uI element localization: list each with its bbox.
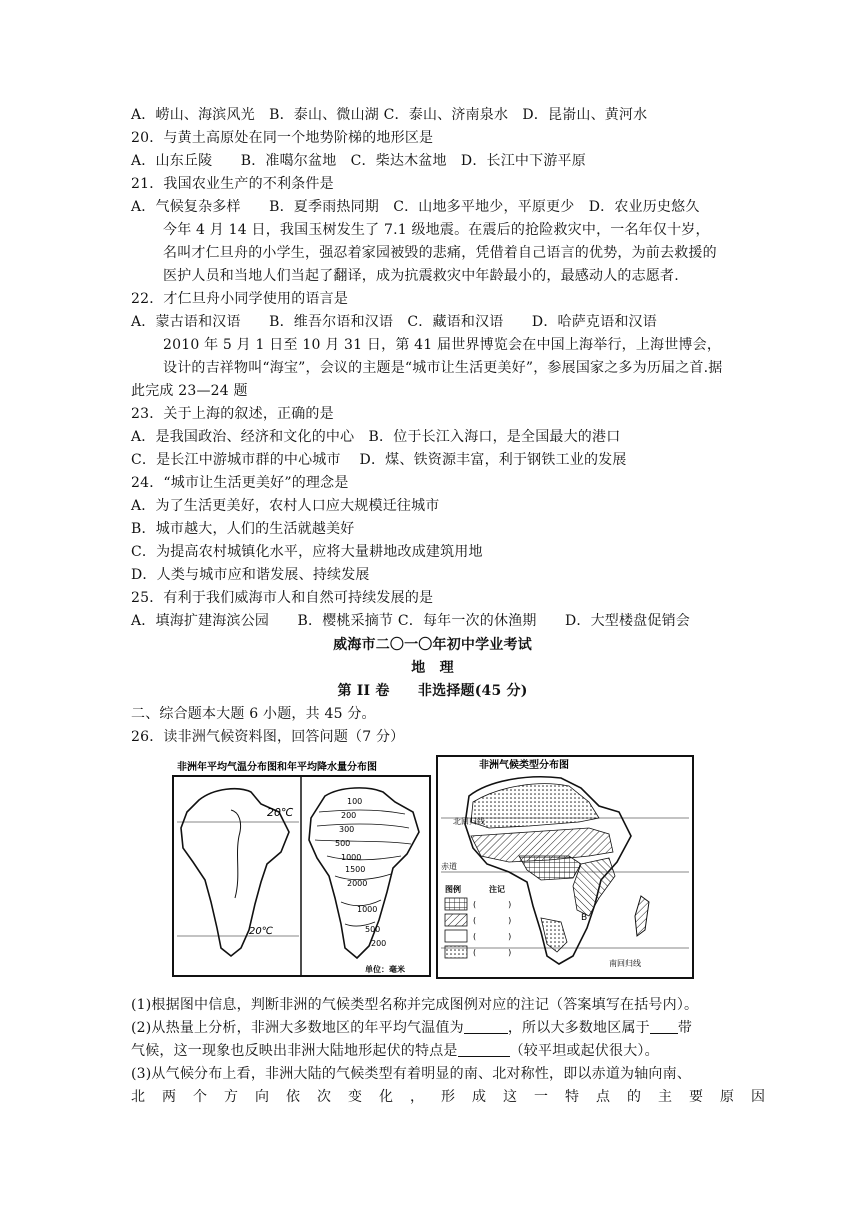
- climate-legend: [445, 884, 511, 958]
- north-tropic-label: 北回归线: [453, 817, 485, 826]
- africa-climate-figure: [169, 752, 697, 982]
- q24-option-c: C．为提高农村城镇化水平，应将大量耕地改成建筑用地: [131, 544, 483, 560]
- q26-part3-line2: 北两个方向依次变化，形成这一特点的主要原因: [131, 1089, 782, 1105]
- q19-options: A．崂山、海滨风光 B．泰山、微山湖 C．泰山、济南泉水 D．昆嵛山、黄河水: [131, 107, 648, 123]
- rain-label-6: 2000: [347, 879, 368, 888]
- passage-expo-2: 设计的吉祥物叫“海宝”，会议的主题是“城市让生活更美好”，参展国家之多为历届之首.据: [163, 360, 723, 376]
- madagascar: [635, 896, 649, 936]
- passage-yushu-1: 今年 4 月 14 日，我国玉树发生了 7.1 级地震。在震后的抢险救灾中，一名年仅十岁，: [163, 222, 710, 238]
- isotherm-south-label: 20℃: [249, 926, 273, 937]
- q26-part2-line1: [131, 1017, 692, 1039]
- legend-swatch-rainforest: [445, 898, 467, 910]
- q23-stem: 23．关于上海的叙述，正确的是: [131, 406, 334, 422]
- climate-type-map: [437, 756, 693, 978]
- q20-options: A．山东丘陵 B．准噶尔盆地 C．柴达木盆地 D．长江中下游平原: [131, 153, 586, 169]
- q26-part2-line2: [131, 1040, 659, 1062]
- q24-stem: 24．“城市让生活更美好”的理念是: [131, 475, 349, 491]
- rain-label-3: 500: [335, 839, 351, 848]
- answer-blank-terrain[interactable]: [458, 1042, 510, 1057]
- section-instructions: 二、综合题本大题 6 小题，共 45 分。: [131, 706, 376, 722]
- q22-options: A．蒙古语和汉语 B．维吾尔语和汉语 C．藏语和汉语 D．哈萨克语和汉语: [131, 314, 657, 330]
- legend-note-4: ( ): [473, 948, 512, 957]
- legend-note-title: 注记: [489, 885, 505, 894]
- rain-label-4: 1000: [341, 853, 362, 862]
- answer-blank-zone[interactable]: [650, 1019, 678, 1034]
- isotherm-line: [231, 810, 241, 898]
- q24-option-a: A．为了生活更美好，农村人口应大规模迁往城市: [131, 498, 440, 514]
- q26-part2-text-c: 带: [677, 1020, 693, 1036]
- rain-label-5: 1500: [345, 865, 366, 874]
- legend-swatch-desert: [445, 946, 467, 958]
- exam-title: 威海市二〇一〇年初中学业考试: [333, 637, 532, 653]
- passage-expo-1: 2010 年 5 月 1 日至 10 月 31 日，第 41 届世界博览会在中国上海举行，上海世博会，: [163, 337, 722, 353]
- q23-options-cd: C．是长江中游城市群的中心城市 D．煤、铁资源丰富，利于钢铁工业的发展: [131, 452, 627, 468]
- passage-yushu-3: 医护人员和当地人们当起了翻译，成为抗震救灾中年龄最小的，最感动人的志愿者.: [163, 268, 679, 284]
- q24-option-d: D．人类与城市应和谐发展、持续发展: [131, 567, 370, 583]
- q26-part2-text-d: 气候，这一现象也反映出非洲大陆地形起伏的特点是: [131, 1043, 458, 1059]
- left-map-title: 非洲年平均气温分布图和年平均降水量分布图: [177, 762, 377, 773]
- section-title: 第 II 卷 非选择题(45 分): [337, 683, 528, 699]
- legend-note-1: ( ): [473, 900, 512, 909]
- temperature-rainfall-map: [173, 760, 430, 976]
- legend-note-2: ( ): [473, 916, 512, 925]
- south-tropic-label: 南回归线: [609, 959, 641, 968]
- q26-part3-line1: (3)从气候分布上看，非洲大陆的气候类型有着明显的南、北对称性，即以赤道为轴向南、: [131, 1066, 692, 1082]
- q26-part2-text-b: ，所以大多数地区属于: [507, 1020, 650, 1036]
- rain-label-9: 200: [371, 939, 387, 948]
- equator-label: 赤道: [441, 862, 457, 871]
- rain-label-0: 100: [347, 797, 363, 806]
- rain-label-8: 500: [365, 925, 381, 934]
- q22-stem: 22．才仁旦舟小同学使用的语言是: [131, 291, 349, 307]
- q26-part2-text-a: (2)从热量上分析，非洲大多数地区的年平均气温值为: [131, 1020, 464, 1036]
- answer-blank-temperature[interactable]: [464, 1019, 508, 1034]
- rain-label-2: 300: [339, 825, 355, 834]
- legend-swatch-plain: [445, 930, 467, 942]
- passage-expo-3: 此完成 23—24 题: [131, 383, 248, 399]
- subject-title: 地 理: [411, 660, 454, 676]
- q23-options-ab: A．是我国政治、经济和文化的中心 B．位于长江入海口，是全国最大的港口: [131, 429, 621, 445]
- legend-title: 图例: [445, 885, 461, 894]
- q26-part1: (1)根据图中信息，判断非洲的气候类型名称并完成图例对应的注记（答案填写在括号内）。: [131, 997, 699, 1013]
- legend-swatch-savanna: [445, 914, 467, 926]
- q26-stem: 26．读非洲气候资料图，回答问题（7 分）: [131, 729, 405, 745]
- q21-stem: 21．我国农业生产的不利条件是: [131, 176, 334, 192]
- rain-label-1: 200: [341, 811, 357, 820]
- isotherm-north-label: 20℃: [267, 806, 294, 819]
- passage-yushu-2: 名叫才仁旦舟的小学生，强忍着家园被毁的悲痛，凭借着自己语言的优势，为前去救援的: [163, 245, 717, 261]
- rain-label-7: 1000: [357, 905, 378, 914]
- q25-options: A．填海扩建海滨公园 B．樱桃采摘节 C．每年一次的休渔期 D．大型楼盘促销会: [131, 613, 690, 629]
- right-map-title: 非洲气候类型分布图: [479, 760, 569, 771]
- q21-options: A．气候复杂多样 B．夏季雨热同期 C．山地多平地少，平原更少 D．农业历史悠久: [131, 199, 700, 215]
- q25-stem: 25．有利于我们威海市人和自然可持续发展的是: [131, 590, 434, 606]
- region-b-label: B: [581, 913, 588, 923]
- legend-note-3: ( ): [473, 932, 512, 941]
- q26-part2-text-e: （较平坦或起伏很大）。: [509, 1043, 659, 1059]
- q20-stem: 20．与黄土高原处在同一个地势阶梯的地形区是: [131, 130, 434, 146]
- q24-option-b: B．城市越大，人们的生活就越美好: [131, 521, 355, 537]
- rain-unit: 单位：毫米: [365, 965, 405, 974]
